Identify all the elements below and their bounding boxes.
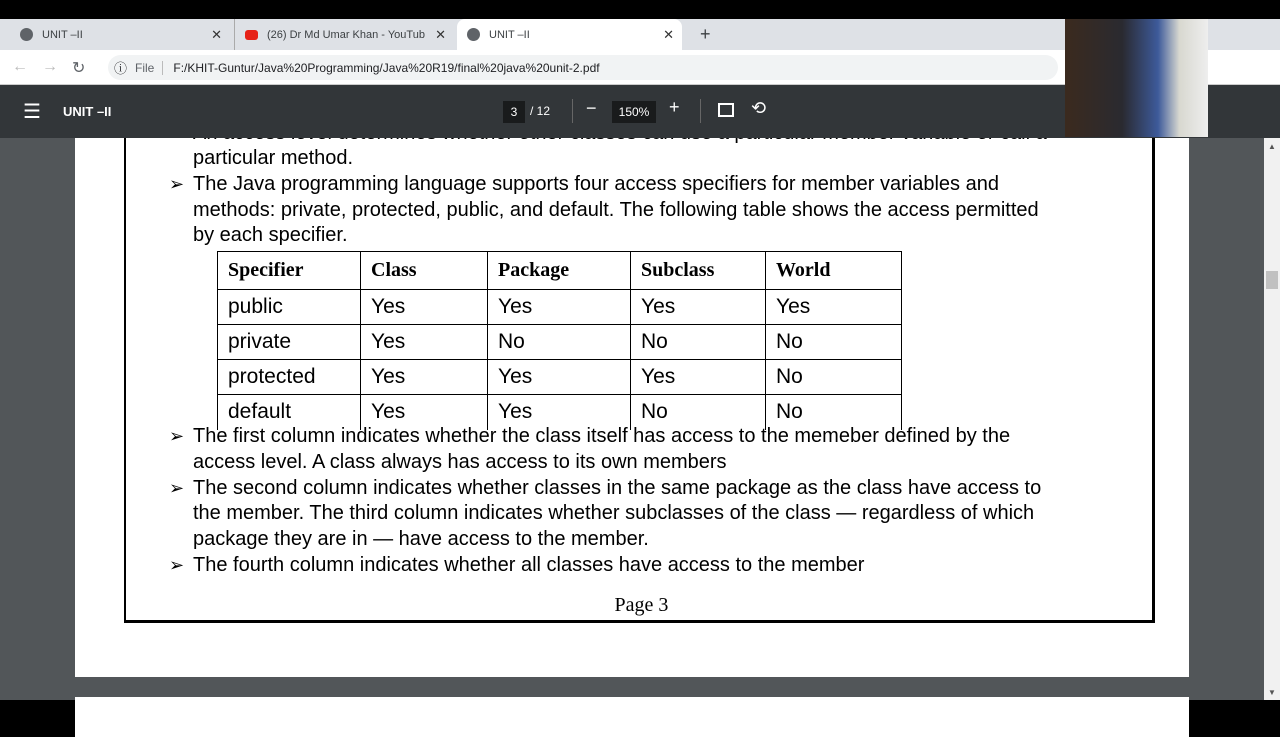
table-cell: No: [766, 360, 902, 395]
new-tab-button[interactable]: +: [700, 24, 711, 44]
page-border: particular method. ➢ The Java programming language supports four access specifiers for member variables and methods: private, protected, public, and default. The following table shows the access permitted by each specifier. Specifier Class Package Subclass World public Yes Yes Yes Yes private Yes No No No protected Yes Yes Yes No default Yes Yes No No ➢ The first column indicates whether the class itself has access to the memeber defined by the access level. A class always has access to its own members ➢ The second column indicates whether classes in the same package as the class have access to the member. The third column indicates whether subclasses of the class — regardless of which package they are in — have access to the member. ➢ The fourth column indicates whether all classes have access to the member Page 3: [124, 108, 1155, 623]
table-row: [218, 290, 902, 325]
table-cell: default: [218, 395, 361, 430]
youtube-icon: [245, 30, 258, 40]
arrow-bullet-icon: ➢: [169, 426, 185, 446]
access-table: [217, 251, 902, 430]
scrollbar[interactable]: [1264, 138, 1280, 700]
arrow-bullet-icon: ➢: [169, 174, 185, 194]
table-cell: No: [766, 325, 902, 360]
close-tab-icon[interactable]: ✕: [663, 26, 674, 42]
table-cell: Yes: [361, 325, 488, 360]
bullet: ➢ The second column indicates whether classes in the same package as the class have access to: [169, 477, 1042, 499]
bullet: ➢ The Java programming language supports four access specifiers for member variables and: [169, 173, 999, 195]
close-tab-icon[interactable]: ✕: [211, 26, 222, 42]
scroll-up-icon[interactable]: ▲: [1268, 142, 1276, 151]
globe-icon: [467, 28, 480, 41]
table-cell: Yes: [488, 360, 631, 395]
tab-youtube[interactable]: (26) Dr Md Umar Khan - YouTub ✕: [234, 19, 454, 50]
pdf-viewer[interactable]: [0, 138, 1264, 700]
table-cell: Yes: [631, 360, 766, 395]
scroll-down-icon[interactable]: ▼: [1268, 688, 1276, 697]
pdf-page: [75, 108, 1189, 677]
zoom-input[interactable]: 150%: [612, 101, 656, 123]
page-footer: Page 3: [614, 594, 669, 616]
table-cell: Yes: [361, 290, 488, 325]
forward-icon[interactable]: →: [42, 58, 58, 75]
document-title: UNIT –II: [63, 104, 112, 119]
info-icon[interactable]: ⓘ: [114, 61, 128, 76]
table-row: [218, 360, 902, 395]
table-cell: protected: [218, 360, 361, 395]
table-cell: Yes: [361, 360, 488, 395]
webcam-overlay: [1065, 19, 1208, 137]
menu-icon[interactable]: ☰: [23, 101, 41, 123]
page-number-input[interactable]: 3: [503, 101, 525, 123]
zoom-in-button[interactable]: +: [669, 97, 680, 117]
reload-icon[interactable]: ↻: [72, 60, 86, 77]
table-cell: Yes: [488, 290, 631, 325]
divider: [572, 99, 573, 123]
table-cell: private: [218, 325, 361, 360]
next-pdf-page: [75, 697, 1189, 737]
arrow-bullet-icon: ➢: [169, 478, 185, 498]
table-cell: No: [631, 325, 766, 360]
url-input[interactable]: ⓘ File F:/KHIT-Guntur/Java%20Programming/Java%20R19/final%20java%20unit-2.pdf: [108, 55, 1058, 80]
globe-icon: [20, 28, 33, 41]
table-cell: No: [766, 395, 902, 430]
table-cell: Yes: [631, 290, 766, 325]
back-icon[interactable]: ←: [12, 58, 28, 75]
table-cell: No: [488, 325, 631, 360]
bullet: ➢ The fourth column indicates whether all classes have access to the member: [169, 554, 865, 576]
table-cell: Yes: [766, 290, 902, 325]
bullet: ➢ The first column indicates whether the class itself has access to the memeber defined by the: [169, 425, 1011, 447]
page-count: / 12: [530, 104, 551, 118]
arrow-bullet-icon: ➢: [169, 555, 185, 575]
rotate-icon[interactable]: ⟲: [751, 98, 767, 118]
table-row: [218, 325, 902, 360]
tab-unit-2-active[interactable]: UNIT –II ✕: [457, 19, 682, 50]
table-cell: public: [218, 290, 361, 325]
table-cell: Yes: [361, 395, 488, 430]
fit-page-icon[interactable]: [718, 103, 734, 117]
table-header: Specifier Class Package Subclass World: [218, 252, 902, 290]
scrollbar-thumb[interactable]: [1266, 271, 1278, 289]
divider: [700, 99, 701, 123]
table-cell: Yes: [488, 395, 631, 430]
table-cell: No: [631, 395, 766, 430]
close-tab-icon[interactable]: ✕: [435, 26, 446, 42]
zoom-out-button[interactable]: −: [586, 98, 597, 118]
tab-unit-2[interactable]: UNIT –II ✕: [10, 19, 230, 50]
